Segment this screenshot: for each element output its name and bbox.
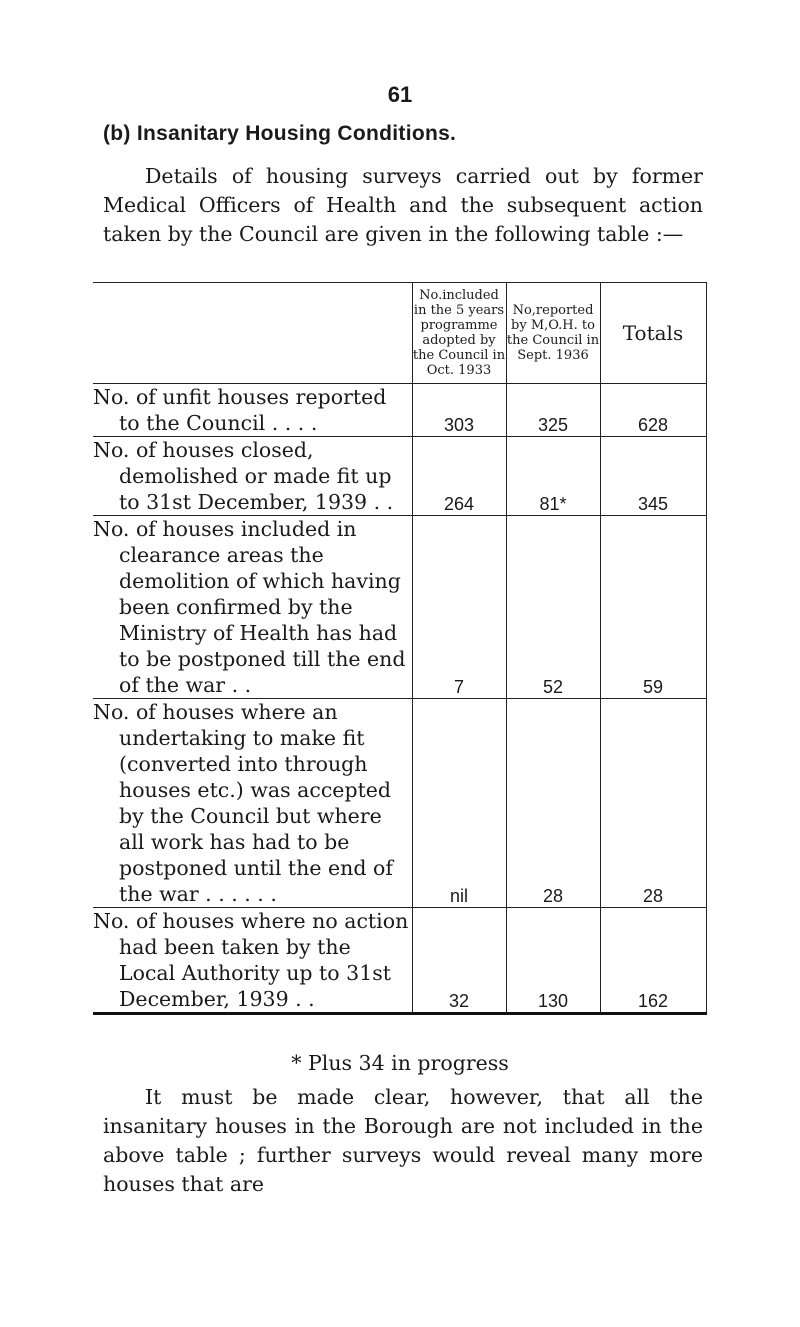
- table-row: [93, 908, 706, 1014]
- row-col-a-value: 7: [412, 516, 506, 699]
- row-col-a-value: nil: [412, 699, 506, 908]
- row-total-value: 162: [600, 908, 706, 1014]
- row-description: [93, 908, 412, 1014]
- row-col-a-value: 32: [412, 908, 506, 1014]
- row-col-b-value: 325: [506, 384, 600, 437]
- table-row: [93, 516, 706, 699]
- row-description-text: No. of unfit houses reported to the Council . . . .: [93, 385, 387, 435]
- header-description-blank: [93, 283, 412, 384]
- row-description: [93, 699, 412, 908]
- row-description: [93, 437, 412, 516]
- row-description-text: No. of houses where no action had been taken by the Local Authority up to 31st December, 1939 . .: [93, 909, 409, 1011]
- row-col-b-value: 81*: [506, 437, 600, 516]
- row-col-b-value: 130: [506, 908, 600, 1014]
- table-row: [93, 437, 706, 516]
- row-col-a-value: 264: [412, 437, 506, 516]
- row-col-a-value: 303: [412, 384, 506, 437]
- header-col-b: No,reported by M,O.H. to the Council in Sept. 1936: [506, 283, 600, 384]
- row-description-text: No. of houses closed, demolished or made fit up to 31st December, 1939 . .: [93, 438, 394, 514]
- page-number: 61: [387, 82, 413, 107]
- section-heading: (b) Insanitary Housing Conditions.: [103, 122, 457, 145]
- row-description-text: No. of houses included in clearance areas the demolition of which having been confirmed by the Ministry of Health has had to be postponed till the end of the war . .: [93, 517, 406, 697]
- row-description: [93, 384, 412, 437]
- header-totals: Totals: [600, 283, 706, 384]
- housing-table: [93, 282, 707, 1015]
- row-total-value: 345: [600, 437, 706, 516]
- header-col-a: No.included in the 5 years programme adopted by the Council in Oct. 1933: [412, 283, 506, 384]
- row-description: [93, 516, 412, 699]
- row-total-value: 59: [600, 516, 706, 699]
- table-row: [93, 384, 706, 437]
- closing-paragraph: It must be made clear, however, that all the insanitary houses in the Borough are not included in the above table ; further surveys would reveal many more houses that are: [103, 1085, 703, 1196]
- row-col-b-value: 28: [506, 699, 600, 908]
- intro-paragraph: Details of housing surveys carried out by former Medical Officers of Health and the subsequent action taken by the Council are given in the following table :—: [103, 164, 703, 246]
- table-row: [93, 699, 706, 908]
- table-footnote: * Plus 34 in progress: [291, 1051, 509, 1075]
- row-col-b-value: 52: [506, 516, 600, 699]
- table-header-row: [93, 283, 706, 384]
- row-total-value: 28: [600, 699, 706, 908]
- row-description-text: No. of houses where an undertaking to make fit (converted into through houses etc.) was accepted by the Council but where all work has had to be postponed until the end of the war . . . . . .: [93, 700, 393, 906]
- row-total-value: 628: [600, 384, 706, 437]
